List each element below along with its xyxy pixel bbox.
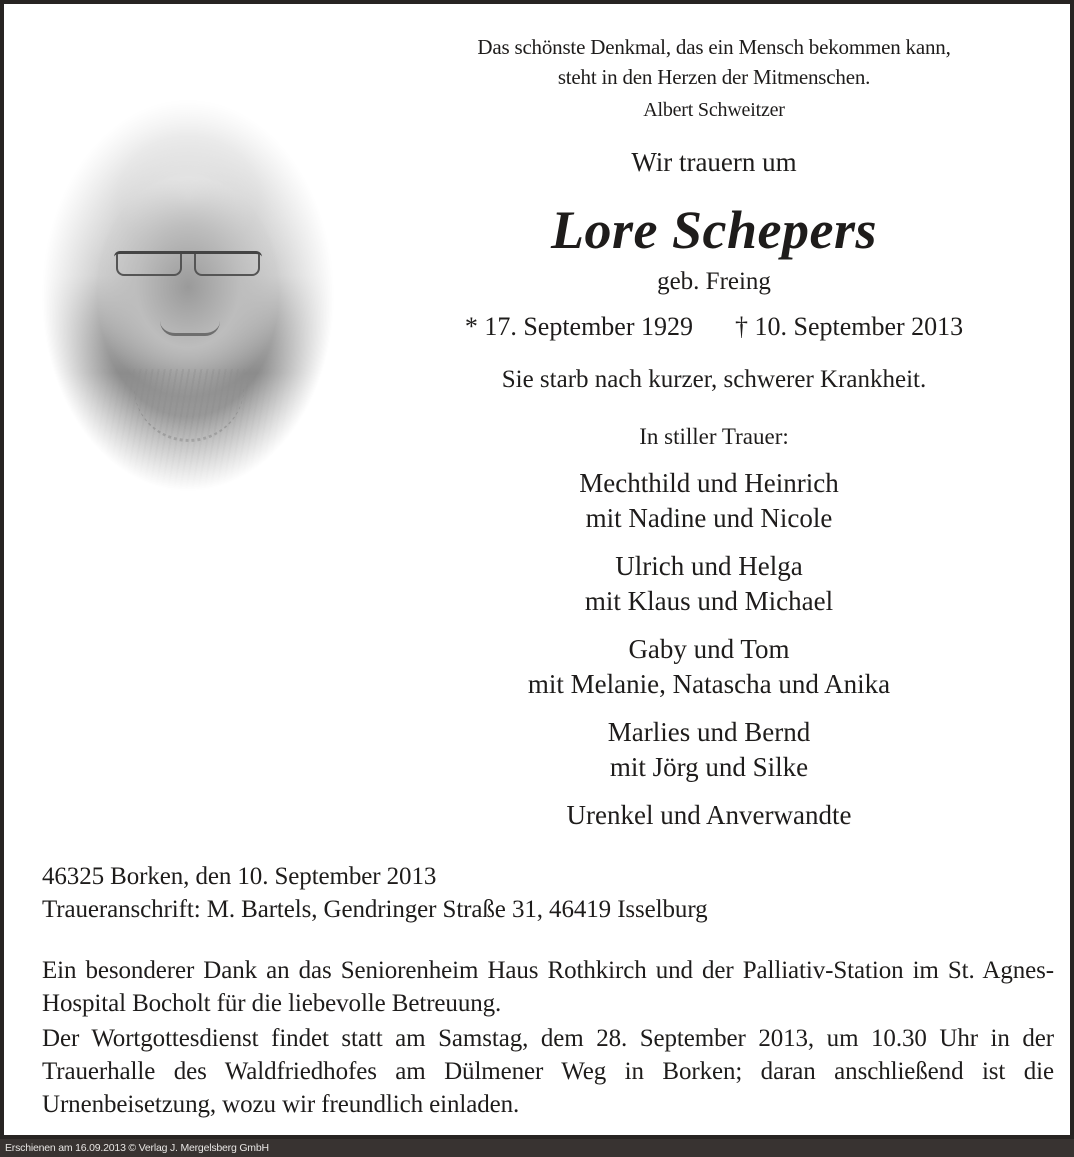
mourner-line: Gaby und Tom <box>628 634 790 664</box>
portrait-smile <box>160 321 220 336</box>
quote-line: Das schönste Denkmal, das ein Mensch bekommen kann, <box>477 35 951 59</box>
quote <box>384 32 1044 92</box>
maiden-name: geb. Freing <box>657 268 771 295</box>
publication-footer: Erschienen am 16.09.2013 © Verlag J. Mergelsberg GmbH <box>0 1139 1074 1157</box>
portrait-glasses <box>114 251 262 276</box>
place-and-address <box>42 860 708 926</box>
quote-line: steht in den Herzen der Mitmenschen. <box>557 65 871 89</box>
mourner-group <box>384 466 1034 536</box>
mourners-closing: Urenkel und Anverwandte <box>566 800 852 830</box>
birth-date: * 17. September 1929 <box>464 312 693 341</box>
quote-author: Albert Schweitzer <box>643 99 785 121</box>
mourner-line: mit Nadine und Nicole <box>585 503 833 533</box>
life-dates <box>384 312 1044 342</box>
thanks-paragraph: Ein besonderer Dank an das Seniorenheim Haus Rothkirch und der Palliativ-Station im St. Agnes-Hospital Bocholt für die liebevolle Betreuung. <box>42 957 1054 1017</box>
mourner-group <box>384 715 1034 785</box>
mourner-group <box>384 549 1034 619</box>
mourner-group <box>384 632 1034 702</box>
mourners-list <box>384 466 1034 833</box>
service-paragraph: Der Wortgottesdienst findet statt am Samstag, dem 28. September 2013, um 10.30 Uhr in der Trauerhalle des Waldfriedhofes am Dülmener Weg in Borken; daran anschließend ist die Urnenbeisetzung, wozu wir freundlich einladen. <box>42 1025 1054 1118</box>
mourner-line: Mechthild und Heinrich <box>579 468 839 498</box>
place-date: 46325 Borken, den 10. September 2013 <box>42 863 437 890</box>
portrait-photo <box>42 99 334 491</box>
mourners-heading: In stiller Trauer: <box>639 424 789 449</box>
deceased-name: Lore Schepers <box>551 200 877 260</box>
cause-of-death: Sie starb nach kurzer, schwerer Krankheit. <box>501 366 927 393</box>
mourning-intro: Wir trauern um <box>631 147 797 177</box>
mourner-line: Ulrich und Helga <box>615 551 803 581</box>
mourner-line: Marlies und Bernd <box>607 717 811 747</box>
mourner-line: mit Melanie, Natascha und Anika <box>527 669 891 699</box>
mourning-address: Traueranschrift: M. Bartels, Gendringer Straße 31, 46419 Isselburg <box>42 896 708 923</box>
death-date: † 10. September 2013 <box>735 312 964 341</box>
mourner-line: mit Klaus und Michael <box>584 586 834 616</box>
mourner-line: mit Jörg und Silke <box>609 752 809 782</box>
